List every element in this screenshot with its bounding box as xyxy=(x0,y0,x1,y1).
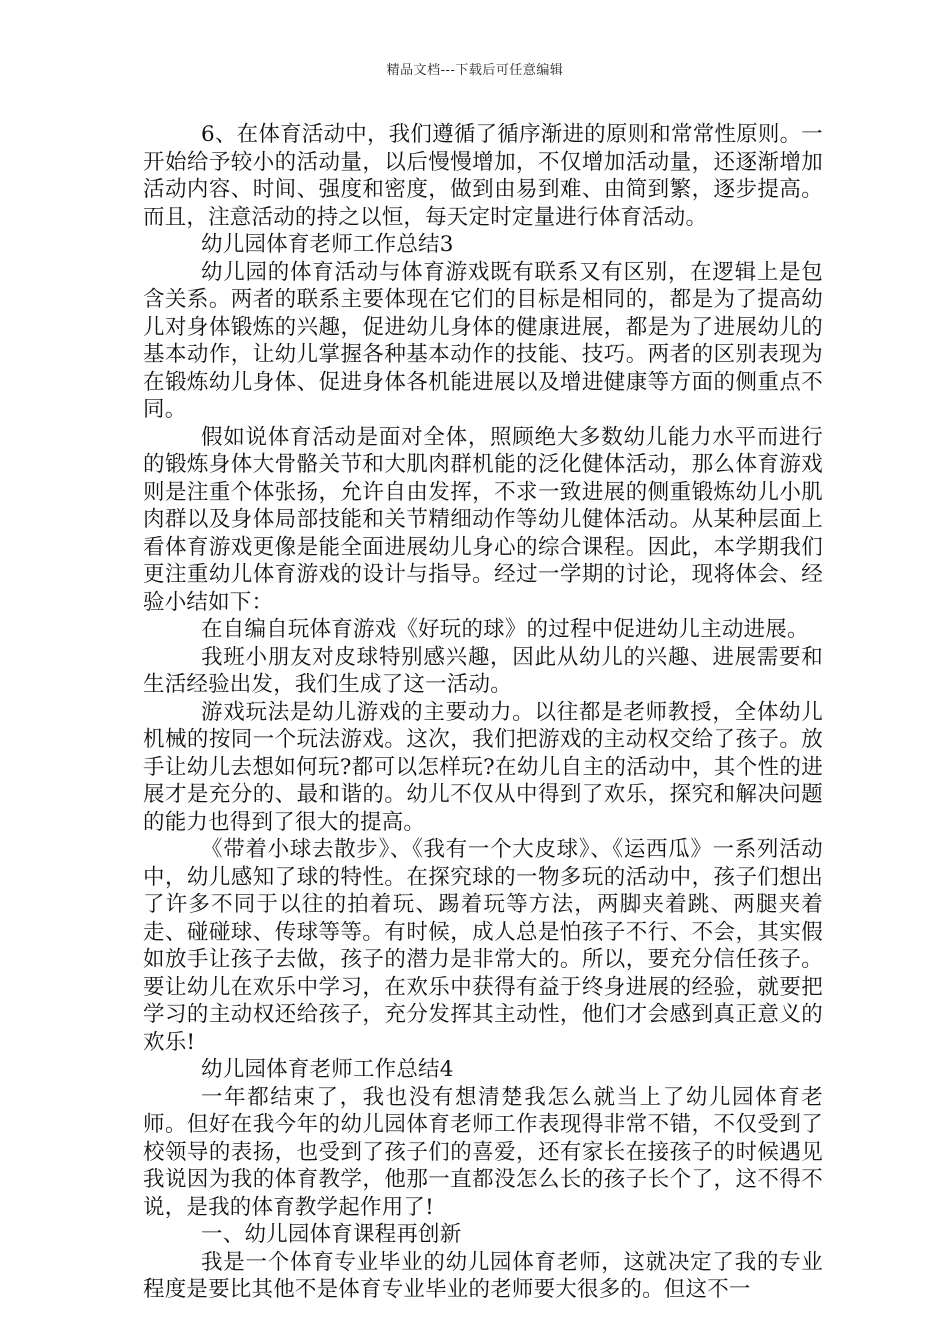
document-body xyxy=(143,121,823,1304)
paragraph-relation: 幼儿园的体育活动与体育游戏既有联系又有区别，在逻辑上是包含关系。两者的联系主要体现在它们的目标是相同的，都是为了提高幼儿对身体锻炼的兴趣，促进幼儿身体的健康进展，都是为了进展幼儿的基本动作，让幼儿掌握各种基本动作的技能、技巧。两者的区别表现为在锻炼幼儿身体、促进身体各机能进展以及增进健康等方面的侧重点不同。 xyxy=(143,259,823,422)
page-header: 精品文档---下载后可任意编辑 xyxy=(386,63,564,78)
paragraph-game-title: 在自编自玩体育游戏《好玩的球》的过程中促进幼儿主动进展。 xyxy=(201,617,809,642)
paragraph-ball-interest: 我班小朋友对皮球特别感兴趣，因此从幼儿的兴趣、进展需要和生活经验出发，我们生成了这一活动。 xyxy=(143,644,823,697)
paragraph-comparison: 假如说体育活动是面对全体，照顾绝大多数幼儿能力水平而进行的锻炼身体大骨骼关节和大肌肉群机能的泛化健体活动，那么体育游戏则是注重个体张扬，允许自由发挥，不求一致进展的侧重锻炼幼儿小肌肉群以及身体局部技能和关节精细动作等幼儿健体活动。从某种层面上看体育游戏更像是能全面进展幼儿身心的综合课程。因此，本学期我们更注重幼儿体育游戏的设计与指导。经过一学期的讨论，现将体会、经验小结如下： xyxy=(143,424,823,615)
section-heading-summary-4: 幼儿园体育老师工作总结4 xyxy=(201,1057,454,1082)
paragraph-ball-activities: 《带着小球去散步》、《我有一个大皮球》、《运西瓜》一系列活动中，幼儿感知了球的特性。在探究球的一物多玩的活动中，孩子们想出了许多不同于以往的拍着玩、踢着玩等方法，两脚夹着跳、两腿夹着走、碰碰球、传球等等。有时候，成人总是怕孩子不行、不会，其实假如放手让孩子去做，孩子的潜力是非常大的。所以，要充分信任孩子。要让幼儿在欢乐中学习，在欢乐中获得有益于终身进展的经验，就要把学习的主动权还给孩子，充分发挥其主动性，他们才会感到真正意义的欢乐! xyxy=(143,837,823,1055)
paragraph-pe-major: 我是一个体育专业毕业的幼儿园体育老师，这就决定了我的专业程度是要比其他不是体育专业毕业的老师要大很多的。但这不一 xyxy=(143,1249,823,1302)
section-heading-summary-3: 幼儿园体育老师工作总结3 xyxy=(201,232,454,257)
subheading-curriculum-innovation: 一、幼儿园体育课程再创新 xyxy=(201,1222,462,1247)
paragraph-game-rules: 游戏玩法是幼儿游戏的主要动力。以往都是老师教授，全体幼儿机械的按同一个玩法游戏。这次，我们把游戏的主动权交给了孩子。放手让幼儿去想如何玩?都可以怎样玩?在幼儿自主的活动中，其个性的进展才是充分的、最和谐的。幼儿不仅从中得到了欢乐，探究和解决问题的能力也得到了很大的提高。 xyxy=(143,699,823,835)
paragraph-item-6: 6、在体育活动中，我们遵循了循序渐进的原则和常常性原则。一开始给予较小的活动量，以后慢慢增加，不仅增加活动量，还逐渐增加活动内容、时间、强度和密度，做到由易到难、由简到繁，逐步提高。而且，注意活动的持之以恒，每天定时定量进行体育活动。 xyxy=(143,122,823,230)
paragraph-year-end: 一年都结束了，我也没有想清楚我怎么就当上了幼儿园体育老师。但好在我今年的幼儿园体育老师工作表现得非常不错，不仅受到了校领导的表扬，也受到了孩子们的喜爱，还有家长在接孩子的时候遇见我说因为我的体育教学，他那一直都没怎么长的孩子长个了，这不得不说，是我的体育教学起作用了! xyxy=(143,1084,823,1220)
